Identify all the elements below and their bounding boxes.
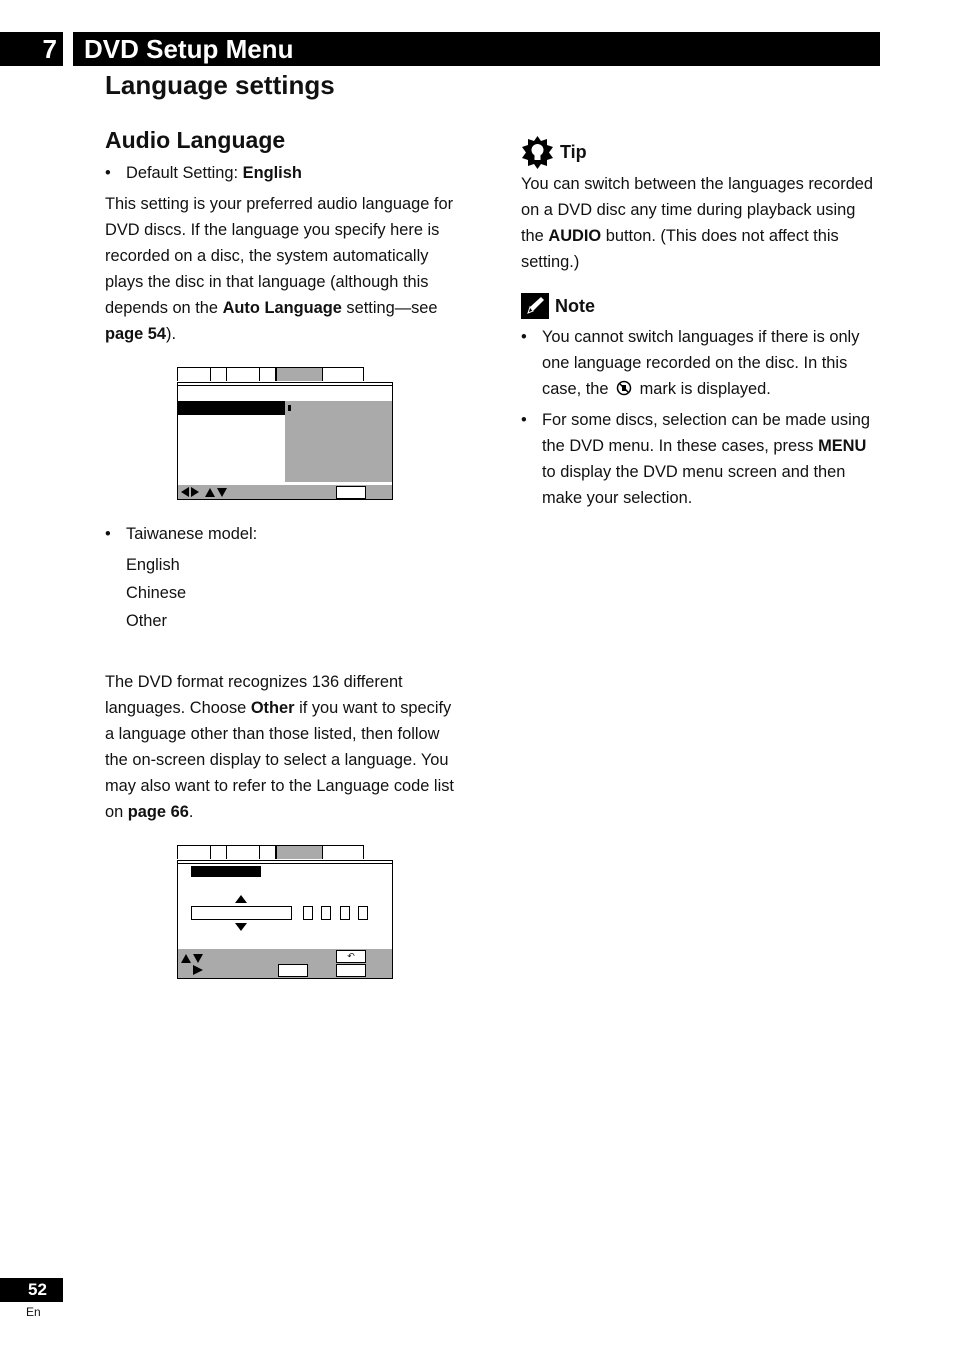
up-arrow-icon [235,895,247,903]
text-line: may also want to refer to the Language code list [105,777,454,795]
osd-options-panel [285,401,392,482]
osd-screen-other-language [177,845,393,979]
text-line: make your selection. [542,489,693,507]
osd-panel [177,382,393,500]
pencil-icon [521,293,549,319]
osd-footer [178,949,392,978]
text-line: recorded on a disc, the system automatically [105,247,429,265]
osd-button [336,964,366,977]
section-title: Language settings [105,70,335,100]
auto-language-ref: Auto Language [222,299,342,317]
osd-tab [322,367,364,381]
text-line: setting.) [521,253,580,271]
osd-tab [259,367,276,381]
page-54-ref: page 54 [105,325,167,343]
text-span: depends on the [105,299,219,317]
text-span: . [188,803,194,821]
osd-code-digit [358,906,368,920]
text-line [105,799,454,825]
osd-tab [259,845,276,859]
page-66-ref: page 66 [127,803,189,821]
osd-tab [322,845,364,859]
return-icon: ↶ [336,950,366,963]
text-line: You cannot switch languages if there is only [542,328,860,346]
osd-panel [177,860,393,979]
bullet-dot: • [521,411,527,429]
text-line [105,695,454,721]
text-span: mark is displayed. [639,380,771,398]
text-line: The DVD format recognizes 136 different [105,673,403,691]
osd-tab [177,845,211,859]
lightbulb-icon [521,136,554,169]
text-line: plays the disc in that language (although this [105,273,429,291]
osd-tab [226,845,260,859]
osd-button [336,486,366,499]
text-span: ). [166,325,177,343]
right-key-icon [193,965,203,975]
text-line [542,376,859,402]
osd-language-field [191,906,292,920]
osd-code-digit [340,906,350,920]
menu-button-ref: MENU [818,437,867,455]
text-line: a language other than those listed, then follow [105,725,440,743]
text-line [542,433,870,459]
text-span: the DVD menu. In these cases, press [542,437,814,455]
option-chinese: Chinese [126,584,187,602]
note-label: Note [555,295,595,316]
chapter-title: DVD Setup Menu [73,32,880,66]
page-number: 52 [0,1278,63,1302]
osd-divider [178,863,392,864]
text-line [105,295,453,321]
bullet-dot: • [105,164,111,182]
osd-divider [178,385,392,386]
text-line: on a DVD disc any time during playback using [521,201,856,219]
text-line [521,223,873,249]
text-span: button. (This does not affect this [605,227,839,245]
tip-label: Tip [560,142,587,162]
text-line: the on-screen display to select a language. You [105,751,449,769]
osd-footer [178,485,392,499]
osd-highlight-row [191,866,261,877]
default-value: English [242,164,302,182]
osd-tab [177,367,211,381]
option-english: English [126,556,180,574]
text-line: This setting is your preferred audio language for [105,195,454,213]
text-line: one language recorded on the disc. In this [542,354,848,372]
osd-code-digit [303,906,313,920]
page-language: En [26,1305,41,1319]
text-line: DVD discs. If the language you specify here is [105,221,440,239]
other-ref: Other [250,699,295,717]
osd-tab-active [276,845,323,859]
audio-language-heading: Audio Language [105,127,286,153]
text-span: on [105,803,124,821]
text-span: setting—see [346,299,438,317]
osd-tab [210,845,227,859]
osd-tab-active [276,367,323,381]
tip-heading [521,136,587,169]
taiwanese-label: Taiwanese model: [126,525,258,543]
osd-button [278,964,308,977]
osd-code-digit [321,906,331,920]
audio-paragraph-1 [105,191,453,347]
osd-tab [226,367,260,381]
text-span: the [521,227,544,245]
arrow-keys-icon [181,487,227,497]
chapter-number: 7 [0,32,63,66]
bullet-dot: • [105,525,111,543]
text-line: You can switch between the languages recorded [521,175,874,193]
up-down-keys-icon [181,953,203,963]
text-line [105,321,453,347]
osd-highlight-row [178,401,285,415]
tip-text [521,171,873,275]
down-arrow-icon [235,923,247,931]
text-span: languages. Choose [105,699,247,717]
option-other: Other [126,612,167,630]
text-line: For some discs, selection can be made using [542,411,870,429]
note-heading [521,293,595,319]
text-span: case, the [542,380,609,398]
osd-cursor [288,405,291,411]
osd-screen-audio-language [177,367,393,500]
audio-paragraph-2 [105,669,454,825]
no-entry-hand-icon [616,380,632,396]
bullet-dot: • [521,328,527,346]
audio-button-ref: AUDIO [548,227,602,245]
osd-tab [210,367,227,381]
default-label: Default Setting: [126,164,239,182]
text-span: if you want to specify [299,699,452,717]
text-line: to display the DVD menu screen and then [542,463,846,481]
